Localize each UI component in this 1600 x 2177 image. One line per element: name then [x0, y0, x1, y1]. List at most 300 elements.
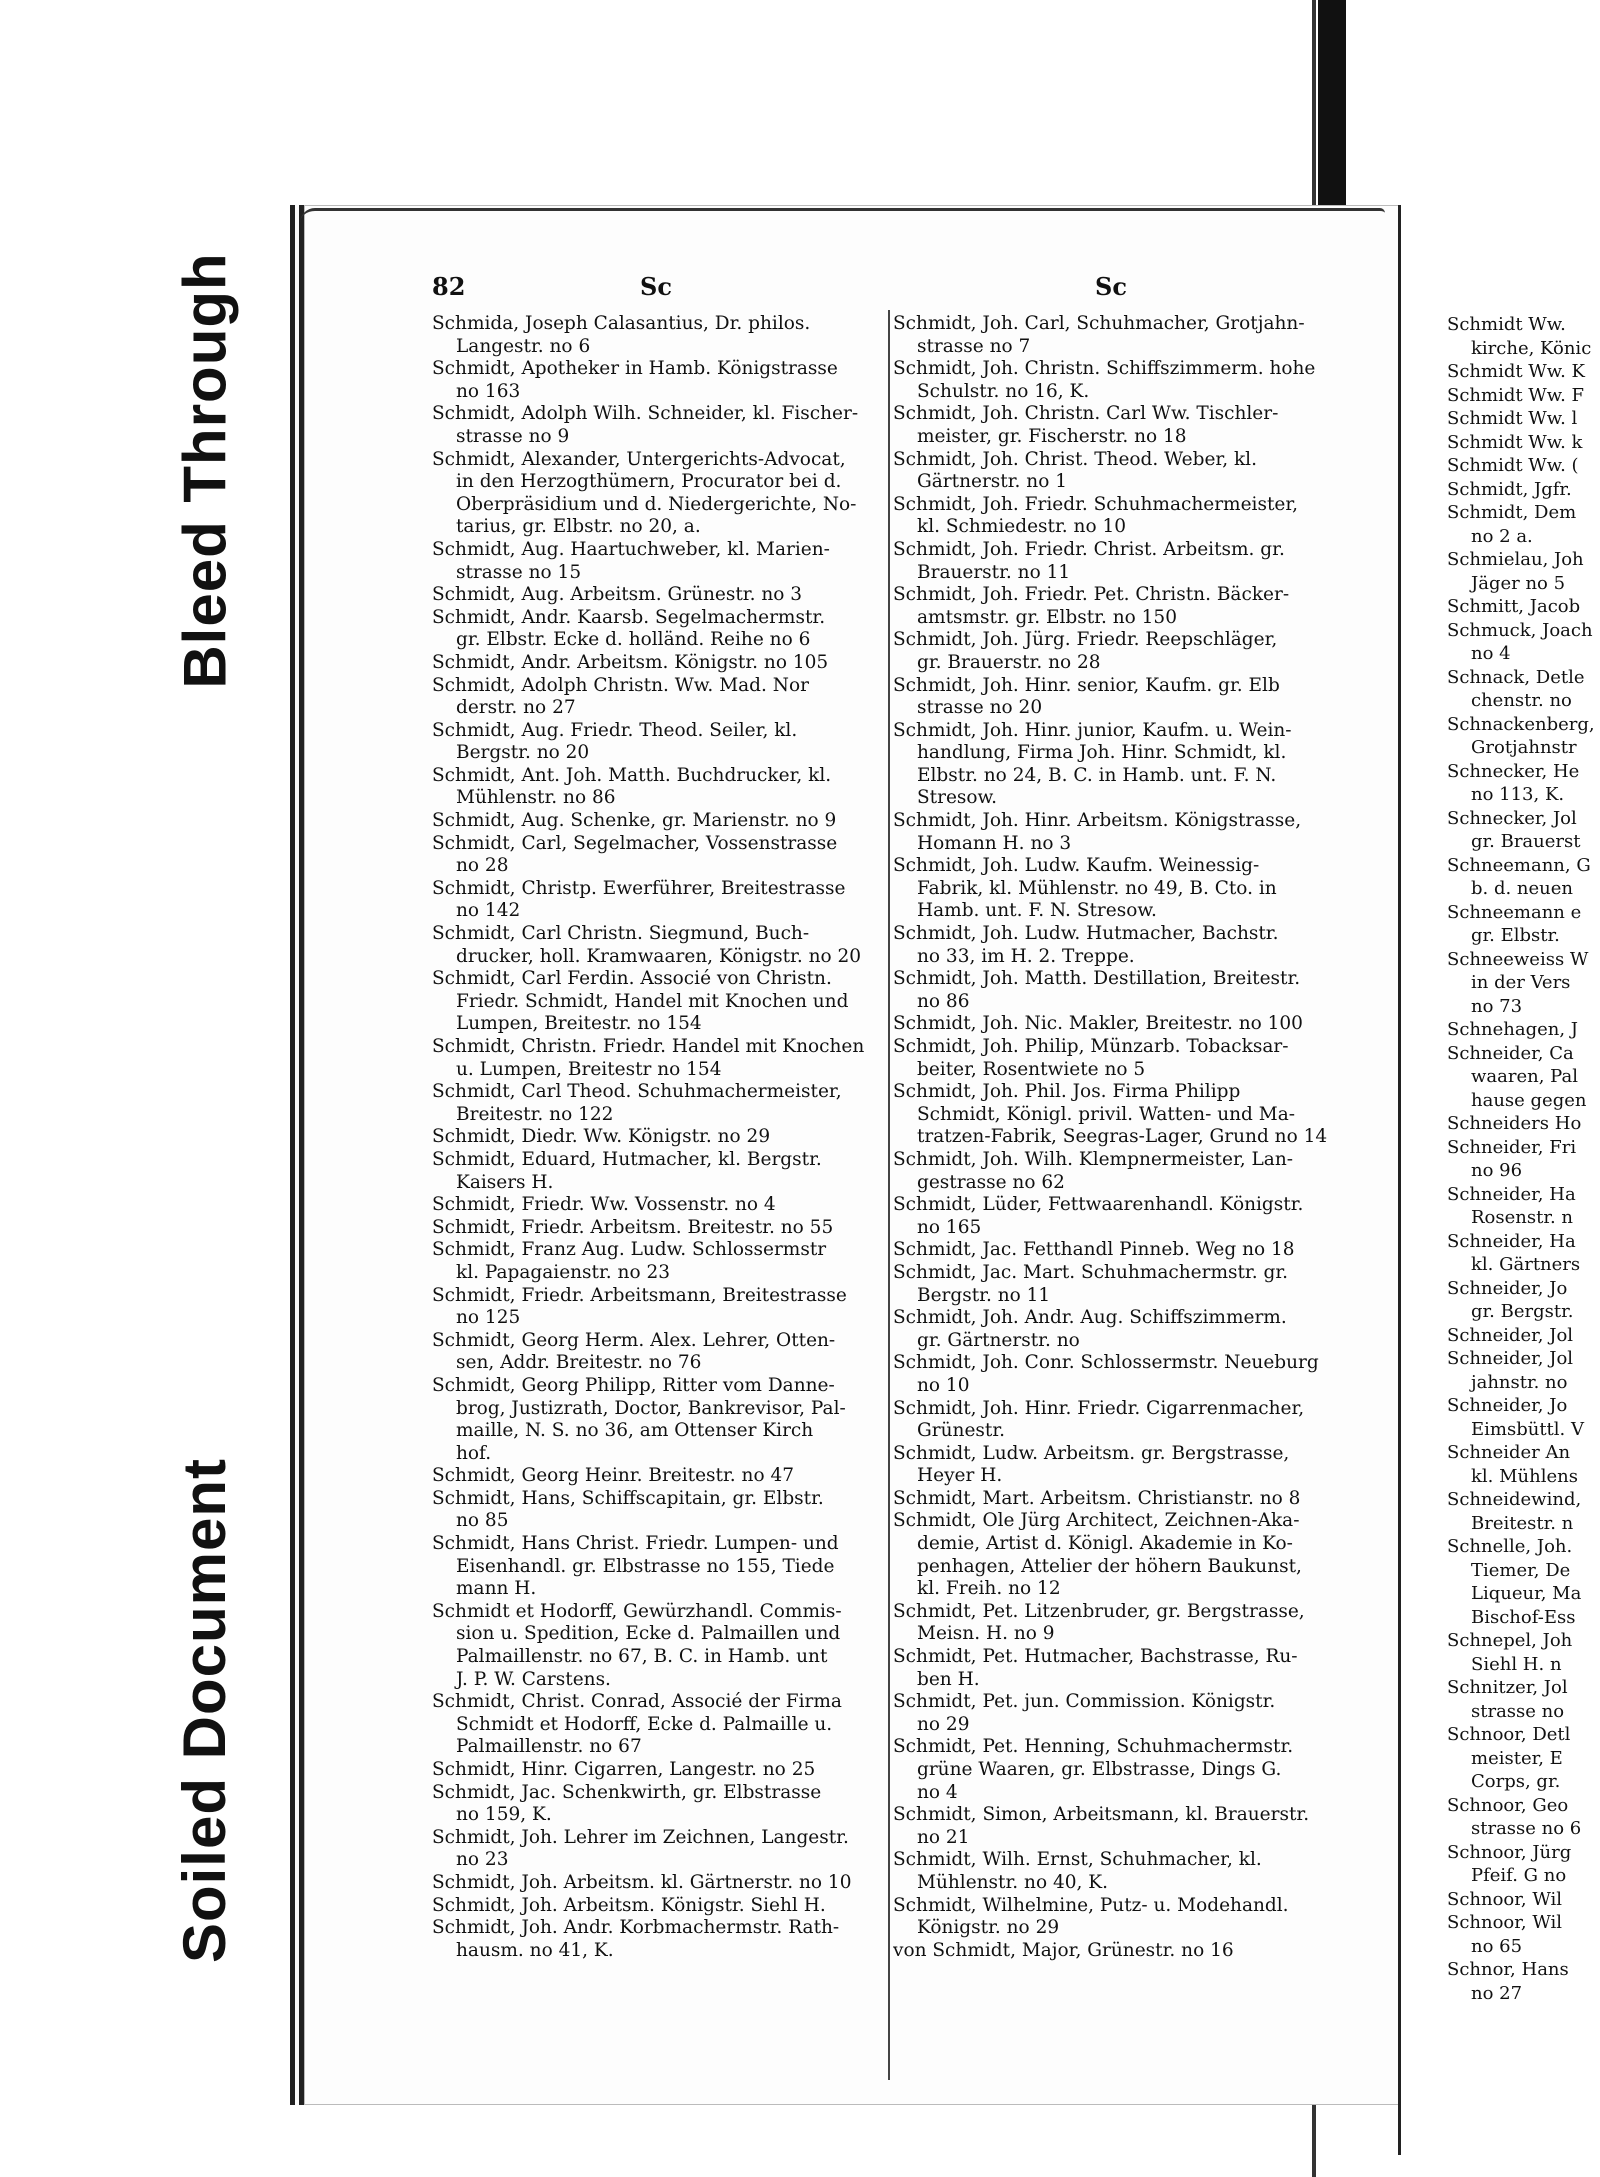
directory-entry [1447, 478, 1600, 502]
entry-continuation-line: Hamb. unt. F. N. Stresow. [917, 900, 1157, 922]
entry-continuation-line: in den Herzogthümern, Procurator bei d. [456, 471, 842, 493]
entry-name-line: Schmidt, Friedr. Ww. Vossenstr. no 4 [432, 1194, 776, 1216]
entry-name-line: Schmidt, Joh. Friedr. Christ. Arbeitsm. gr. [893, 538, 1285, 560]
entry-name-line: Schmidt, Christ. Conrad, Associé der Firma [432, 1691, 842, 1713]
directory-entry [432, 1691, 887, 1759]
entry-name-line: Schmidt, Hans Christ. Friedr. Lumpen- und [432, 1533, 839, 1555]
directory-entry [1447, 1841, 1600, 1888]
facing-page-column [1447, 313, 1600, 2005]
directory-entry [1447, 948, 1600, 1019]
directory-entry [1447, 619, 1600, 666]
entry-continuation-line: no 65 [1471, 1935, 1523, 1957]
entry-name-line: Schneider, Jo [1447, 1395, 1568, 1416]
entry-continuation-line: gr. Brauerst [1471, 831, 1581, 852]
directory-entry [893, 1940, 1351, 1963]
entry-name-line: Schmidt, Joh. Friedr. Pet. Christn. Bäcker- [893, 584, 1290, 606]
entry-name-line: Schmidt, Joh. Wilh. Klempnermeister, Lan- [893, 1148, 1293, 1170]
entry-name-line: Schmidt Ww. l [1447, 408, 1578, 429]
directory-entry [893, 403, 1351, 448]
entry-continuation-line: Elbstr. no 24, B. C. in Hamb. unt. F. N. [917, 764, 1277, 786]
entry-continuation-line: kl. Gärtners [1471, 1254, 1581, 1275]
directory-entry [1447, 1324, 1600, 1348]
entry-name-line: Schneider An [1447, 1442, 1571, 1463]
directory-entry [1447, 595, 1600, 619]
entry-continuation-line: no 163 [456, 380, 521, 402]
directory-entry [432, 1759, 887, 1782]
entry-continuation-line: Homann H. no 3 [917, 832, 1072, 854]
entry-name-line: Schmidt, Aug. Arbeitsm. Grünestr. no 3 [432, 584, 803, 606]
entry-name-line: Schneider, Ha [1447, 1183, 1576, 1205]
directory-entry [1447, 454, 1600, 478]
directory-entry [432, 449, 887, 539]
entry-continuation-line: Mühlenstr. no 40, K. [917, 1871, 1108, 1893]
entry-name-line: Schmidt Ww. k [1447, 431, 1583, 453]
directory-entry [432, 720, 887, 765]
entry-name-line: Schmidt, Georg Philipp, Ritter vom Danne- [432, 1374, 835, 1396]
directory-entry [432, 1375, 887, 1465]
directory-entry [1447, 1112, 1600, 1136]
entry-continuation-line: strasse no [1471, 1700, 1565, 1722]
entry-continuation-line: gr. Elbstr. Ecke d. holländ. Reihe no 6 [456, 629, 811, 651]
directory-entry [1447, 1347, 1600, 1394]
directory-entry [893, 1443, 1351, 1488]
directory-entry [432, 765, 887, 810]
directory-entry [432, 1330, 887, 1375]
directory-entry [1447, 1441, 1600, 1488]
entry-continuation-line: Eimsbüttl. V [1471, 1418, 1584, 1440]
entry-name-line: Schmidt, Pet. Hutmacher, Bachstrasse, Ru- [893, 1646, 1298, 1668]
entry-continuation-line: gestrasse no 62 [917, 1171, 1065, 1193]
entry-continuation-line: strasse no 6 [1471, 1818, 1582, 1839]
directory-entry [893, 313, 1351, 358]
entry-continuation-line: maille, N. S. no 36, am Ottenser Kirch [456, 1420, 814, 1442]
directory-entry [1447, 1277, 1600, 1324]
entry-continuation-line: no 165 [917, 1216, 982, 1238]
entry-name-line: Schmidt, Aug. Haartuchweber, kl. Marien- [432, 538, 830, 560]
entry-continuation-line: no 125 [456, 1307, 521, 1329]
entry-name-line: Schnelle, Joh. [1447, 1536, 1573, 1557]
entry-name-line: Schmidt, Joh. Hinr. junior, Kaufm. u. Wein- [893, 719, 1292, 741]
entry-name-line: Schmidt, Wilhelmine, Putz- u. Modehandl. [893, 1894, 1289, 1916]
directory-entry [432, 1827, 887, 1872]
entry-continuation-line: no 21 [917, 1826, 970, 1848]
column-divider [888, 310, 890, 2080]
directory-entry [893, 855, 1351, 923]
entry-name-line: Schmidt, Jac. Mart. Schuhmachermstr. gr. [893, 1261, 1289, 1283]
directory-entry [432, 607, 887, 652]
entry-continuation-line: hausm. no 41, K. [456, 1939, 614, 1961]
directory-entry [1447, 760, 1600, 807]
directory-entry [1447, 1958, 1600, 2005]
directory-entry [432, 1126, 887, 1149]
directory-entry [1447, 1629, 1600, 1676]
directory-entry [893, 968, 1351, 1013]
entry-name-line: Schmidt, Simon, Arbeitsmann, kl. Brauerstr. [893, 1804, 1310, 1826]
entry-name-line: Schmidt, Aug. Friedr. Theod. Seiler, kl. [432, 719, 798, 741]
entry-name-line: Schneider, Fri [1447, 1136, 1577, 1158]
directory-entry [893, 1149, 1351, 1194]
entry-continuation-line: in der Vers [1471, 972, 1571, 993]
directory-entry [893, 494, 1351, 539]
entry-continuation-line: no 33, im H. 2. Treppe. [917, 945, 1135, 967]
entry-name-line: Schmidt, Joh. Christn. Carl Ww. Tischler- [893, 403, 1279, 425]
entry-name-line: Schmidt, Joh. Phil. Jos. Firma Philipp [893, 1081, 1241, 1103]
entry-continuation-line: handlung, Firma Joh. Hinr. Schmidt, kl. [917, 742, 1287, 764]
directory-entry [432, 1895, 887, 1918]
entry-continuation-line: Grünestr. [917, 1420, 1006, 1442]
entry-continuation-line: demie, Artist d. Königl. Akademie in Ko- [917, 1533, 1293, 1555]
entry-continuation-line: no 4 [1471, 643, 1511, 664]
entry-name-line: Schmidt, Dem [1447, 502, 1577, 523]
entry-continuation-line: Bergstr. no 20 [456, 742, 590, 764]
entry-continuation-line: ben H. [917, 1668, 980, 1690]
directory-entry [893, 1081, 1351, 1149]
directory-entry [432, 1036, 887, 1081]
entry-continuation-line: Jäger no 5 [1471, 572, 1566, 594]
entry-name-line: Schmidt, Joh. Hinr. Friedr. Cigarrenmacher, [893, 1397, 1305, 1419]
directory-entry [1447, 854, 1600, 901]
directory-entry [893, 1849, 1351, 1894]
entry-name-line: Schmidt, Franz Aug. Ludw. Schlossermstr [432, 1239, 827, 1261]
directory-entry [432, 652, 887, 675]
directory-entry [893, 1736, 1351, 1804]
directory-entry [893, 1307, 1351, 1352]
directory-entry [432, 833, 887, 878]
entry-name-line: Schmidt, Joh. Conr. Schlossermstr. Neueburg [893, 1352, 1319, 1374]
entry-name-line: Schmidt, Jac. Schenkwirth, gr. Elbstrasse [432, 1781, 822, 1803]
entry-name-line: Schmidt, Joh. Philip, Münzarb. Tobacksar- [893, 1036, 1289, 1057]
entry-continuation-line: Schmidt et Hodorff, Ecke d. Palmaille u. [456, 1713, 833, 1735]
entry-continuation-line: gr. Elbstr. [1471, 925, 1560, 946]
entry-continuation-line: Schmidt, Königl. privil. Watten- und Ma- [917, 1103, 1295, 1125]
entry-name-line: Schnoor, Wil [1447, 1888, 1563, 1910]
entry-name-line: Schnack, Detle [1447, 666, 1585, 688]
entry-name-line: Schmidt, Diedr. Ww. Königstr. no 29 [432, 1126, 771, 1148]
directory-entry [1447, 1676, 1600, 1723]
entry-name-line: Schneemann, G [1447, 854, 1591, 876]
entry-continuation-line: penhagen, Attelier der höhern Baukunst, [917, 1555, 1302, 1577]
entry-continuation-line: grüne Waaren, gr. Elbstrasse, Dings G. [917, 1759, 1282, 1780]
directory-entry [1447, 548, 1600, 595]
entry-name-line: Schmidt, Eduard, Hutmacher, kl. Bergstr. [432, 1148, 822, 1170]
directory-entry [893, 1194, 1351, 1239]
directory-entry [893, 720, 1351, 810]
entry-name-line: Schnitzer, Jol [1447, 1677, 1568, 1698]
directory-entry [1447, 360, 1600, 384]
directory-entry [432, 1782, 887, 1827]
entry-name-line: Schmidt, Carl Theod. Schuhmachermeister, [432, 1081, 842, 1103]
entry-name-line: Schmidt, Ludw. Arbeitsm. gr. Bergstrasse, [893, 1442, 1290, 1464]
directory-entry [893, 449, 1351, 494]
entry-name-line: Schmidt, Joh. Lehrer im Zeichnen, Langestr. [432, 1826, 849, 1848]
entry-name-line: Schmidt, Joh. Hinr. senior, Kaufm. gr. Elb [893, 674, 1280, 696]
entry-continuation-line: Breitestr. no 122 [456, 1103, 614, 1125]
entry-name-line: von Schmidt, Major, Grünestr. no 16 [893, 1939, 1234, 1961]
directory-entry [432, 403, 887, 448]
entry-continuation-line: Rosenstr. n [1471, 1207, 1574, 1228]
directory-entry [1447, 901, 1600, 948]
entry-name-line: Schmidt, Joh. Matth. Destillation, Breitestr. [893, 968, 1301, 990]
entry-name-line: Schmidt, Joh. Christ. Theod. Weber, kl. [893, 448, 1257, 470]
entry-name-line: Schneeweiss W [1447, 948, 1589, 970]
directory-entry [1447, 1794, 1600, 1841]
directory-entry [1447, 666, 1600, 713]
directory-entry [432, 1081, 887, 1126]
directory-entry [432, 1465, 887, 1488]
entry-name-line: Schnor, Hans [1447, 1959, 1569, 1980]
entry-name-line: Schmidt, Carl Ferdin. Associé von Christn. [432, 968, 832, 990]
entry-continuation-line: Pfeif. G no [1471, 1865, 1567, 1886]
facing-page-edge [1398, 205, 1407, 2155]
entry-name-line: Schmidt, Pet. jun. Commission. Königstr. [893, 1691, 1276, 1713]
entry-continuation-line: brog, Justizrath, Doctor, Bankrevisor, Pal- [456, 1397, 846, 1419]
entry-name-line: Schmidt, Apotheker in Hamb. Königstrasse [432, 358, 838, 380]
entry-name-line: Schmidt et Hodorff, Gewürzhandl. Commis- [432, 1600, 842, 1622]
entry-name-line: Schmidt Ww. [1447, 314, 1566, 335]
entry-continuation-line: Oberpräsidium und d. Niedergerichte, No- [456, 493, 857, 515]
right-column-heading: Sc [1095, 272, 1127, 301]
entry-name-line: Schmidt, Mart. Arbeitsm. Christianstr. no 8 [893, 1487, 1301, 1509]
entry-continuation-line: drucker, holl. Kramwaaren, Königstr. no 20 [456, 945, 862, 967]
directory-entry [893, 923, 1351, 968]
entry-name-line: Schmidt Ww. F [1447, 384, 1585, 406]
entry-continuation-line: Liqueur, Ma [1471, 1583, 1582, 1604]
entry-continuation-line: Eisenhandl. gr. Elbstrasse no 155, Tiede [456, 1555, 835, 1577]
entry-continuation-line: no 142 [456, 900, 521, 922]
entry-continuation-line: hause gegen [1471, 1089, 1587, 1111]
entry-name-line: Schmida, Joseph Calasantius, Dr. philos. [432, 313, 811, 334]
entry-continuation-line: J. P. W. Carstens. [456, 1668, 611, 1690]
entry-continuation-line: jahnstr. no [1471, 1371, 1568, 1393]
directory-entry [432, 923, 887, 968]
entry-name-line: Schnoor, Wil [1447, 1912, 1563, 1933]
entry-continuation-line: no 113, K. [1471, 784, 1565, 805]
directory-entry [432, 1872, 887, 1895]
entry-continuation-line: no 85 [456, 1510, 509, 1532]
entry-continuation-line: meister, gr. Fischerstr. no 18 [917, 425, 1187, 447]
middle-column [893, 313, 1351, 1962]
directory-entry [893, 1895, 1351, 1940]
directory-entry [893, 1036, 1351, 1081]
entry-continuation-line: chenstr. no [1471, 690, 1572, 711]
entry-name-line: Schmielau, Joh [1447, 549, 1584, 570]
entry-name-line: Schmidt, Georg Herm. Alex. Lehrer, Otten- [432, 1329, 836, 1351]
directory-entry [432, 1149, 887, 1194]
entry-name-line: Schmidt, Georg Heinr. Breitestr. no 47 [432, 1465, 795, 1487]
directory-entry [1447, 1888, 1600, 1912]
directory-entry [893, 1691, 1351, 1736]
entry-name-line: Schmidt, Adolph Wilh. Schneider, kl. Fischer- [432, 403, 859, 425]
entry-continuation-line: Friedr. Schmidt, Handel mit Knochen und [456, 990, 849, 1012]
entry-continuation-line: Grotjahnstr [1471, 737, 1577, 758]
entry-continuation-line: no 28 [456, 855, 509, 877]
entry-continuation-line: Stresow. [917, 787, 998, 809]
entry-continuation-line: no 86 [917, 990, 970, 1012]
directory-entry [893, 1804, 1351, 1849]
directory-entry [432, 313, 887, 358]
directory-entry [432, 584, 887, 607]
entry-name-line: Schneider, Ha [1447, 1230, 1576, 1252]
entry-continuation-line: gr. Brauerstr. no 28 [917, 651, 1101, 673]
entry-continuation-line: tarius, gr. Elbstr. no 20, a. [456, 516, 701, 538]
directory-entry [893, 629, 1351, 674]
entry-name-line: Schmidt, Ant. Joh. Matth. Buchdrucker, kl. [432, 764, 832, 786]
entry-name-line: Schmidt, Friedr. Arbeitsmann, Breitestrasse [432, 1284, 847, 1306]
entry-name-line: Schmidt Ww. ( [1447, 455, 1579, 476]
entry-continuation-line: Bischof-Ess [1471, 1606, 1576, 1628]
entry-name-line: Schmitt, Jacob [1447, 596, 1581, 617]
directory-entry [893, 358, 1351, 403]
entry-continuation-line: strasse no 9 [456, 425, 570, 447]
entry-name-line: Schneider, Jol [1447, 1324, 1574, 1346]
directory-entry [1447, 1136, 1600, 1183]
entry-continuation-line: Heyer H. [917, 1465, 1003, 1487]
entry-continuation-line: Gärtnerstr. no 1 [917, 471, 1067, 493]
entry-name-line: Schmuck, Joach [1447, 619, 1593, 641]
entry-continuation-line: no 29 [917, 1713, 970, 1735]
directory-entry [1447, 431, 1600, 455]
entry-continuation-line: beiter, Rosentwiete no 5 [917, 1058, 1146, 1080]
entry-name-line: Schnoor, Geo [1447, 1794, 1569, 1816]
entry-continuation-line: Siehl H. n [1471, 1653, 1562, 1675]
entry-continuation-line: sion u. Spedition, Ecke d. Palmaillen und [456, 1623, 841, 1645]
directory-entry [1447, 1394, 1600, 1441]
entry-continuation-line: mann H. [456, 1578, 537, 1600]
directory-entry [1447, 713, 1600, 760]
entry-name-line: Schmidt, Hinr. Cigarren, Langestr. no 25 [432, 1759, 816, 1780]
entry-name-line: Schmidt, Carl, Segelmacher, Vossenstrasse [432, 832, 838, 854]
entry-continuation-line: u. Lumpen, Breitestr no 154 [456, 1058, 722, 1080]
entry-continuation-line: meister, E [1471, 1747, 1563, 1769]
entry-name-line: Schmidt, Andr. Arbeitsm. Königstr. no 105 [432, 651, 829, 673]
directory-entry [1447, 1488, 1600, 1535]
entry-continuation-line: kl. Schmiedestr. no 10 [917, 516, 1127, 538]
entry-name-line: Schmidt, Joh. Carl, Schuhmacher, Grotjahn- [893, 313, 1305, 334]
directory-entry [432, 1488, 887, 1533]
directory-entry [1447, 1042, 1600, 1113]
entry-continuation-line: Lumpen, Breitestr. no 154 [456, 1013, 702, 1035]
entry-continuation-line: waaren, Pal [1471, 1066, 1578, 1087]
entry-continuation-line: strasse no 20 [917, 697, 1043, 719]
entry-continuation-line: Palmaillenstr. no 67, B. C. in Hamb. unt [456, 1646, 828, 1668]
directory-entry [1447, 313, 1600, 360]
directory-entry [432, 1601, 887, 1691]
entry-continuation-line: hof. [456, 1442, 492, 1464]
entry-continuation-line: gr. Bergstr. [1471, 1301, 1574, 1322]
entry-continuation-line: Meisn. H. no 9 [917, 1623, 1055, 1645]
entry-continuation-line: no 4 [917, 1781, 958, 1803]
directory-entry [432, 1917, 887, 1962]
entry-name-line: Schmidt, Joh. Jürg. Friedr. Reepschläger, [893, 629, 1278, 651]
entry-continuation-line: kl. Papagaienstr. no 23 [456, 1261, 671, 1283]
directory-entry [1447, 1723, 1600, 1794]
entry-name-line: Schmidt, Carl Christn. Siegmund, Buch- [432, 923, 810, 945]
entry-name-line: Schmidt Ww. K [1447, 361, 1585, 382]
entry-name-line: Schmidt, Joh. Nic. Makler, Breitestr. no 100 [893, 1013, 1303, 1035]
entry-name-line: Schmidt, Pet. Litzenbruder, gr. Bergstrasse, [893, 1600, 1305, 1622]
directory-entry [893, 1262, 1351, 1307]
page-top-edge [300, 208, 1385, 223]
directory-entry [893, 539, 1351, 584]
page-number: 82 [432, 272, 466, 301]
entry-name-line: Schmidt, Friedr. Arbeitsm. Breitestr. no 55 [432, 1216, 834, 1238]
entry-name-line: Schnepel, Joh [1447, 1630, 1573, 1651]
directory-entry [432, 810, 887, 833]
entry-continuation-line: Mühlenstr. no 86 [456, 787, 616, 809]
directory-entry [432, 1217, 887, 1240]
entry-name-line: Schmidt, Wilh. Ernst, Schuhmacher, kl. [893, 1849, 1262, 1871]
entry-name-line: Schmidt, Joh. Andr. Aug. Schiffszimmerm. [893, 1307, 1287, 1329]
directory-entry [432, 968, 887, 1036]
directory-entry [893, 1398, 1351, 1443]
entry-continuation-line: Bergstr. no 11 [917, 1284, 1051, 1306]
directory-entry [432, 1239, 887, 1284]
directory-entry [893, 675, 1351, 720]
entry-name-line: Schmidt, Hans, Schiffscapitain, gr. Elbstr. [432, 1487, 824, 1509]
directory-entry [893, 1239, 1351, 1262]
entry-name-line: Schnecker, Jol [1447, 807, 1577, 829]
entry-name-line: Schmidt, Joh. Ludw. Kaufm. Weinessig- [893, 855, 1260, 877]
directory-entry [893, 584, 1351, 629]
directory-entry [893, 810, 1351, 855]
entry-continuation-line: Breitestr. n [1471, 1512, 1574, 1534]
entry-continuation-line: no 73 [1471, 995, 1523, 1017]
entry-name-line: Schmidt, Jgfr. [1447, 478, 1572, 500]
directory-entry [1447, 1535, 1600, 1629]
entry-name-line: Schmidt, Christp. Ewerführer, Breitestrasse [432, 877, 846, 899]
entry-continuation-line: no 2 a. [1471, 525, 1533, 547]
directory-entry [432, 1194, 887, 1217]
entry-continuation-line: kirche, Könic [1471, 337, 1592, 359]
entry-continuation-line: no 10 [917, 1374, 970, 1396]
directory-entry [1447, 384, 1600, 408]
directory-entry [893, 1013, 1351, 1036]
entry-name-line: Schmidt, Joh. Friedr. Schuhmachermeister, [893, 493, 1299, 515]
entry-continuation-line: Langestr. no 6 [456, 335, 591, 357]
directory-entry [1447, 807, 1600, 854]
entry-name-line: Schmidt, Jac. Fetthandl Pinneb. Weg no 18 [893, 1239, 1295, 1261]
entry-continuation-line: no 159, K. [456, 1804, 552, 1826]
directory-entry [432, 675, 887, 720]
entry-name-line: Schnecker, He [1447, 760, 1580, 782]
entry-continuation-line: no 27 [1471, 1982, 1523, 2004]
left-column-heading: Sc [640, 272, 672, 301]
entry-continuation-line: Tiemer, De [1471, 1559, 1571, 1581]
entry-name-line: Schmidt, Alexander, Untergerichts-Advocat, [432, 448, 846, 470]
entry-name-line: Schmidt, Aug. Schenke, gr. Marienstr. no 9 [432, 810, 837, 832]
entry-name-line: Schneemann e [1447, 901, 1582, 923]
directory-entry [1447, 407, 1600, 431]
entry-continuation-line: gr. Gärtnerstr. no [917, 1329, 1080, 1351]
entry-continuation-line: Kaisers H. [456, 1171, 554, 1193]
directory-entry [1447, 501, 1600, 548]
directory-entry [432, 539, 887, 584]
directory-entry [432, 358, 887, 403]
directory-entry [1447, 1183, 1600, 1230]
directory-entry [893, 1488, 1351, 1511]
entry-name-line: Schnoor, Detl [1447, 1724, 1571, 1745]
entry-name-line: Schmidt, Andr. Kaarsb. Segelmachermstr. [432, 606, 826, 628]
entry-name-line: Schneider, Jol [1447, 1348, 1574, 1369]
entry-name-line: Schneider, Ca [1447, 1042, 1574, 1064]
directory-entry [432, 878, 887, 923]
entry-name-line: Schmidt, Ole Jürg Architect, Zeichnen-Aka- [893, 1510, 1300, 1532]
entry-name-line: Schneidewind, [1447, 1489, 1582, 1510]
entry-continuation-line: b. d. neuen [1471, 878, 1574, 899]
entry-name-line: Schnoor, Jürg [1447, 1841, 1572, 1863]
entry-continuation-line: Palmaillenstr. no 67 [456, 1736, 642, 1758]
entry-name-line: Schneider, Jo [1447, 1277, 1568, 1299]
